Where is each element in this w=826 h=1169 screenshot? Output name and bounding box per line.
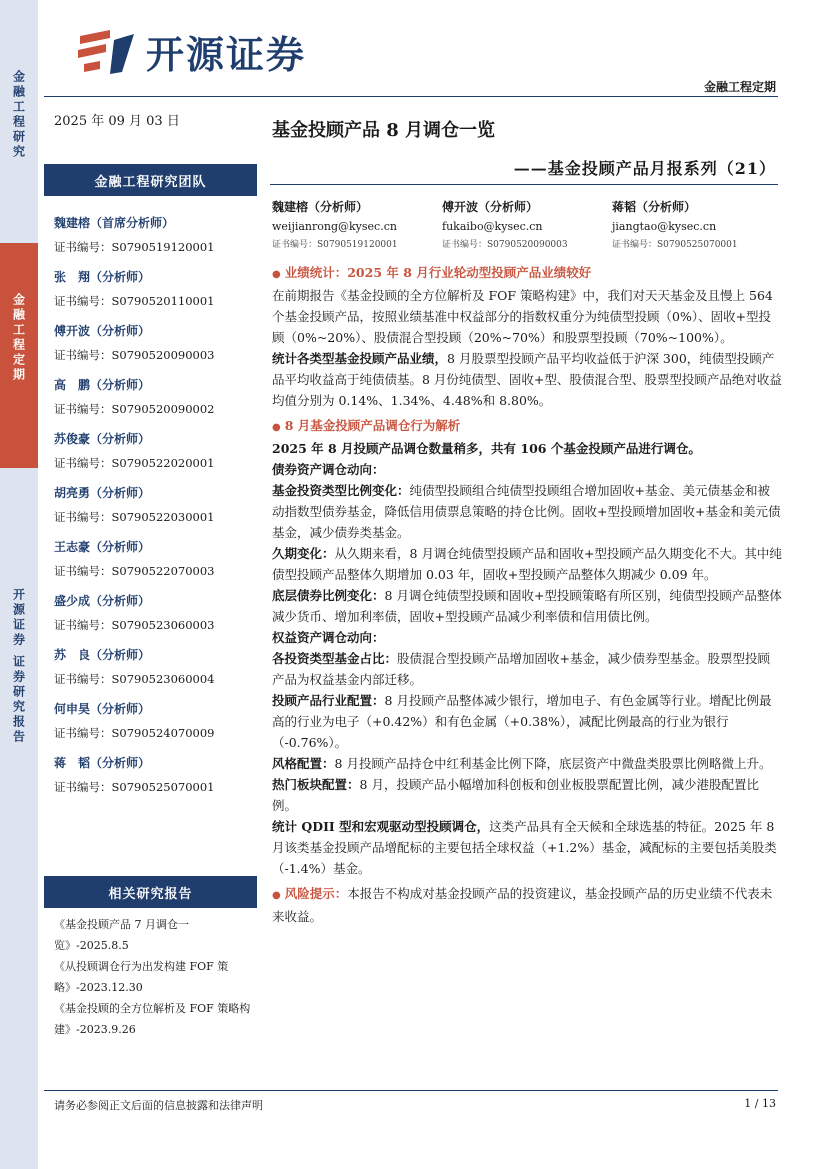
analyst-name: 张 翔（分析师） <box>54 270 151 284</box>
author-card <box>442 198 612 250</box>
author-license: 证书编号：S0790519120001 <box>272 240 398 250</box>
author-card <box>272 198 442 250</box>
page-number: 1 / 13 <box>744 1097 776 1110</box>
analyst-entry <box>54 322 254 363</box>
analyst-license: 证书编号：S0790523060004 <box>54 672 215 686</box>
risk-warning: ● 风险提示：本报告不构成对基金投顾产品的投资建议，基金投顾产品的历史业绩不代表未来收益。 <box>272 886 773 924</box>
title-divider <box>270 184 778 185</box>
author-name: 魏建榕（分析师） <box>272 200 369 214</box>
paragraph: 统计各类型基金投顾产品业绩，8 月股票型投顾产品平均收益低于沪深 300，纯债型投顾产品平均收益高于纯债债基。8 月份纯债型、固收+型、股债混合型、股票型投顾产品绝对收益均值分别为 0.14%、1.34%、4.48%和 8.80%。 <box>272 351 782 408</box>
related-reports-list <box>54 914 259 1040</box>
brand-name: 开源证券 <box>146 33 307 77</box>
footer-disclaimer: 请务必参阅正文后面的信息披露和法律声明 <box>54 1099 263 1112</box>
related-report-link[interactable]: 《基金投顾的全方位解析及 FOF 策略构建》-2023.9.26 <box>54 1002 251 1036</box>
paragraph: 投顾产品行业配置：8 月投顾产品整体减少银行，增加电子、有色金属等行业。增配比例最高的行业为电子（+0.42%）和有色金属（+0.38%），减配比例最高的行业为银行（-0.76%）。 <box>272 693 772 750</box>
analyst-name: 魏建榕（首席分析师） <box>54 216 175 230</box>
analyst-name: 何申昊（分析师） <box>54 702 151 716</box>
analyst-license: 证书编号：S0790519120001 <box>54 240 215 254</box>
analyst-entry <box>54 700 254 741</box>
analyst-license: 证书编号：S0790520090002 <box>54 402 215 416</box>
author-card <box>612 198 782 250</box>
related-reports-title: 相关研究报告 <box>44 876 257 908</box>
analyst-name: 王志豪（分析师） <box>54 540 151 554</box>
bullet-icon: ● <box>272 269 281 280</box>
author-name: 蒋韬（分析师） <box>612 200 697 214</box>
analyst-name: 苏 良（分析师） <box>54 648 151 662</box>
section-heading: ● 业绩统计：2025 年 8 月行业轮动型投顾产品业绩较好 <box>272 265 592 280</box>
side-strip-category: 金融工程定期 <box>0 243 38 468</box>
analyst-entry <box>54 646 254 687</box>
paragraph: 热门板块配置：8 月，投顾产品小幅增加科创板和创业板股票配置比例，减少港股配置比例。 <box>272 777 759 813</box>
report-category: 金融工程定期 <box>703 80 776 94</box>
report-subtitle: ——基金投顾产品月报系列（21） <box>513 159 776 178</box>
analyst-entry <box>54 376 254 417</box>
paragraph: 统计 QDII 型和宏观驱动型投顾调仓，这类产品具有全天候和全球选基的特征。2025 年 8 月该类基金投顾产品增配标的主要包括全球权益（+1.2%）基金，减配标的主要包括美股类（-1.4%）基金。 <box>272 819 777 876</box>
brand-logo <box>76 24 306 79</box>
brand-logo-icon <box>76 28 138 76</box>
paragraph: 基金投资类型比例变化：纯债型投顾组合纯债型投顾组合增加固收+基金、美元债基金和被动指数型债券基金，降低信用债票息策略的持仓比例。固收+型投顾增加固收+基金和美元债基金，减少债券类基金。 <box>272 483 781 540</box>
subheading: 权益资产调仓动向： <box>272 630 385 645</box>
report-body <box>272 262 782 927</box>
paragraph: 在前期报告《基金投顾的全方位解析及 FOF 策略构建》中，我们对天天基金及且慢上 564 个基金投顾产品，按照业绩基准中权益部分的指数权重分为纯债型投顾（0%）、固收+型投顾（0%~20%）、股债混合型投顾（20%~70%）和股票型投顾（70%~100%）。 <box>272 288 773 345</box>
bullet-icon: ● <box>272 890 281 901</box>
author-row <box>272 198 782 250</box>
analyst-entry <box>54 592 254 633</box>
analyst-license: 证书编号：S0790522030001 <box>54 510 215 524</box>
analyst-license: 证书编号：S0790520110001 <box>54 294 215 308</box>
paragraph: 风格配置：8 月投顾产品持仓中红利基金比例下降，底层资产中微盘类股票比例略微上升。 <box>272 756 772 771</box>
analyst-license: 证书编号：S0790522070003 <box>54 564 215 578</box>
analyst-entry <box>54 538 254 579</box>
related-report-link[interactable]: 《基金投顾产品 7 月调仓一览》-2025.8.5 <box>54 918 189 952</box>
paragraph: 久期变化：从久期来看，8 月调仓纯债型投顾产品和固收+型投顾产品久期变化不大。其中纯债型投顾产品整体久期增加 0.03 年，固收+型投顾产品整体久期减少 0.09 年。 <box>272 546 782 582</box>
analyst-entry <box>54 214 254 255</box>
analyst-name: 高 鹏（分析师） <box>54 378 151 392</box>
analyst-license: 证书编号：S0790524070009 <box>54 726 215 740</box>
analyst-license: 证书编号：S0790520090003 <box>54 348 215 362</box>
analyst-license: 证书编号：S0790523060003 <box>54 618 215 632</box>
author-license: 证书编号：S0790525070001 <box>612 240 738 250</box>
analyst-license: 证书编号：S0790525070001 <box>54 780 215 794</box>
report-title: 基金投顾产品 8 月调仓一览 <box>272 120 496 141</box>
analyst-name: 蒋 韬（分析师） <box>54 756 151 770</box>
author-email[interactable]: weijianrong@kysec.cn <box>272 220 397 233</box>
related-report-link[interactable]: 《从投顾调仓行为出发构建 FOF 策略》-2023.12.30 <box>54 960 229 994</box>
analyst-entry <box>54 754 254 795</box>
analyst-license: 证书编号：S0790522020001 <box>54 456 215 470</box>
paragraph: 2025 年 8 月投顾产品调仓数量稍多，共有 106 个基金投顾产品进行调仓。 <box>272 441 701 456</box>
author-license: 证书编号：S0790520090003 <box>442 240 568 250</box>
report-date: 2025 年 09 月 03 日 <box>54 114 180 129</box>
section-heading: ● 8 月基金投顾产品调仓行为解析 <box>272 418 461 433</box>
side-strip-research: 金融工程研究 <box>0 0 38 243</box>
analyst-name: 傅开波（分析师） <box>54 324 151 338</box>
author-name: 傅开波（分析师） <box>442 200 539 214</box>
author-email[interactable]: jiangtao@kysec.cn <box>612 220 717 233</box>
side-strip-brand: 开源证券 证券研究报告 <box>0 468 38 1169</box>
bullet-icon: ● <box>272 422 281 433</box>
analyst-name: 胡亮勇（分析师） <box>54 486 151 500</box>
side-strip <box>0 0 38 1169</box>
header-divider <box>44 96 778 97</box>
analyst-name: 苏俊豪（分析师） <box>54 432 151 446</box>
analyst-name: 盛少成（分析师） <box>54 594 151 608</box>
team-title: 金融工程研究团队 <box>44 164 257 196</box>
paragraph: 底层债券比例变化：8 月调仓纯债型投顾和固收+型投顾策略有所区别，纯债型投顾产品整体减少货币、增加利率债，固收+型投顾产品减少利率债和信用债比例。 <box>272 588 782 624</box>
author-email[interactable]: fukaibo@kysec.cn <box>442 220 543 233</box>
subheading: 债券资产调仓动向： <box>272 462 385 477</box>
analyst-entry <box>54 430 254 471</box>
footer-divider <box>44 1090 778 1091</box>
analyst-entry <box>54 484 254 525</box>
analyst-entry <box>54 268 254 309</box>
paragraph: 各投资类型基金占比：股债混合型投顾产品增加固收+基金，减少债券型基金。股票型投顾产品为权益基金内部迁移。 <box>272 651 770 687</box>
